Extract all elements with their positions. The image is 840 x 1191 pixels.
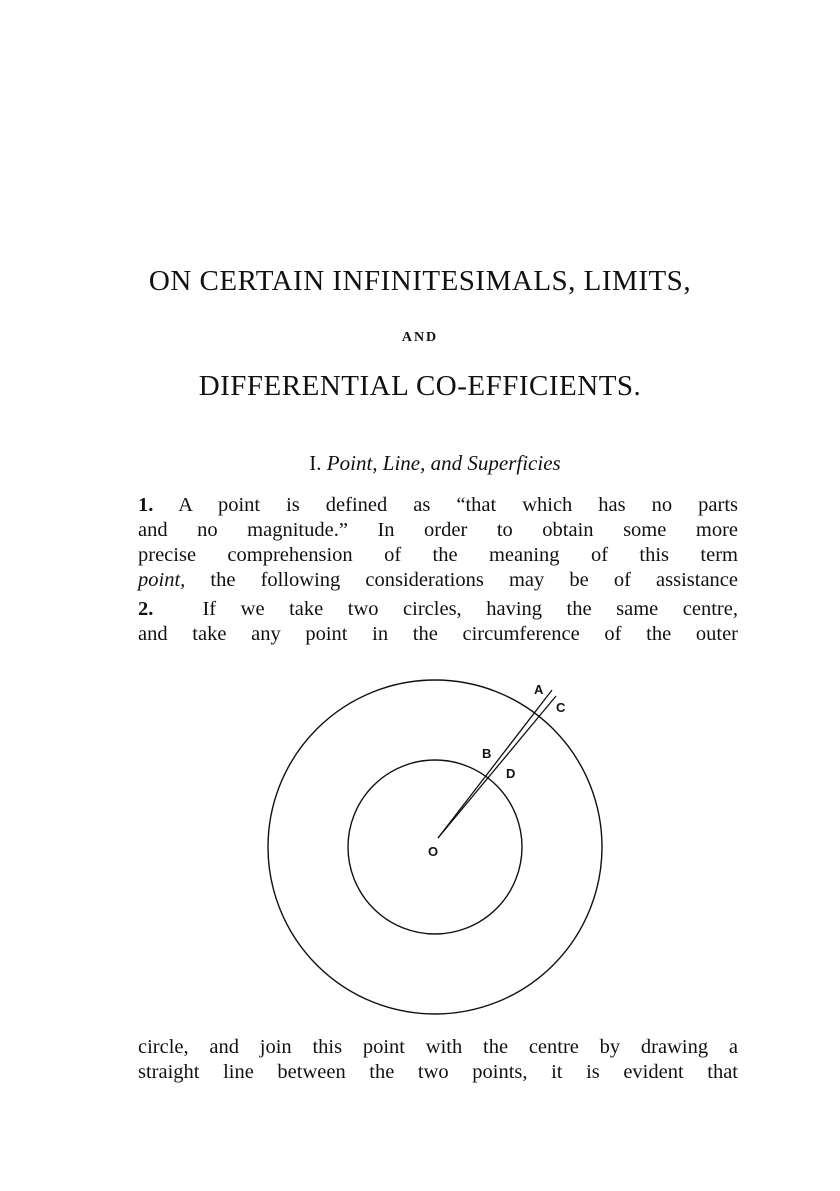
label-d: D (506, 766, 516, 781)
paragraph-2-line-1 (138, 597, 738, 621)
title-line-1: ON CERTAIN INFINITESIMALS, LIMITS, (148, 265, 692, 297)
paragraph-1-text-4: the following considerations may be of assistance (185, 569, 738, 591)
paragraph-1-text-1: A point is defined as “that which has no parts (178, 494, 738, 516)
label-b: B (482, 746, 492, 761)
title-line-3: DIFFERENTIAL CO-EFFICIENTS. (198, 370, 642, 402)
label-o: O (428, 844, 439, 859)
label-c: C (556, 700, 566, 715)
concentric-circles-figure (260, 660, 620, 1020)
paragraph-1-line-4 (138, 568, 738, 592)
section-title: Point, Line, and Superficies (326, 451, 561, 475)
term-point: point, (138, 569, 186, 591)
section-numeral: I. (309, 451, 322, 475)
label-a: A (534, 682, 544, 697)
paragraph-2-line-2: and take any point in the circumference of the outer (138, 623, 738, 645)
title-and: AND (401, 330, 439, 345)
line-o-to-a (438, 690, 552, 838)
paragraph-number-2: 2. (138, 598, 154, 620)
paragraph-2-line-3: circle, and join this point with the centre by drawing a (138, 1036, 738, 1058)
section-heading (0, 451, 840, 476)
paragraph-1-line-1 (138, 493, 738, 517)
paragraph-2-line-4: straight line between the two points, it is evident that (138, 1061, 738, 1083)
paragraph-1-line-3: precise comprehension of the meaning of this term (138, 544, 738, 566)
paragraph-1-line-2: and no magnitude.” In order to obtain some more (138, 519, 738, 541)
line-o-to-c (438, 696, 556, 838)
paragraph-2-text-1: If we take two circles, having the same centre, (202, 598, 738, 620)
paragraph-number-1: 1. (138, 494, 154, 516)
